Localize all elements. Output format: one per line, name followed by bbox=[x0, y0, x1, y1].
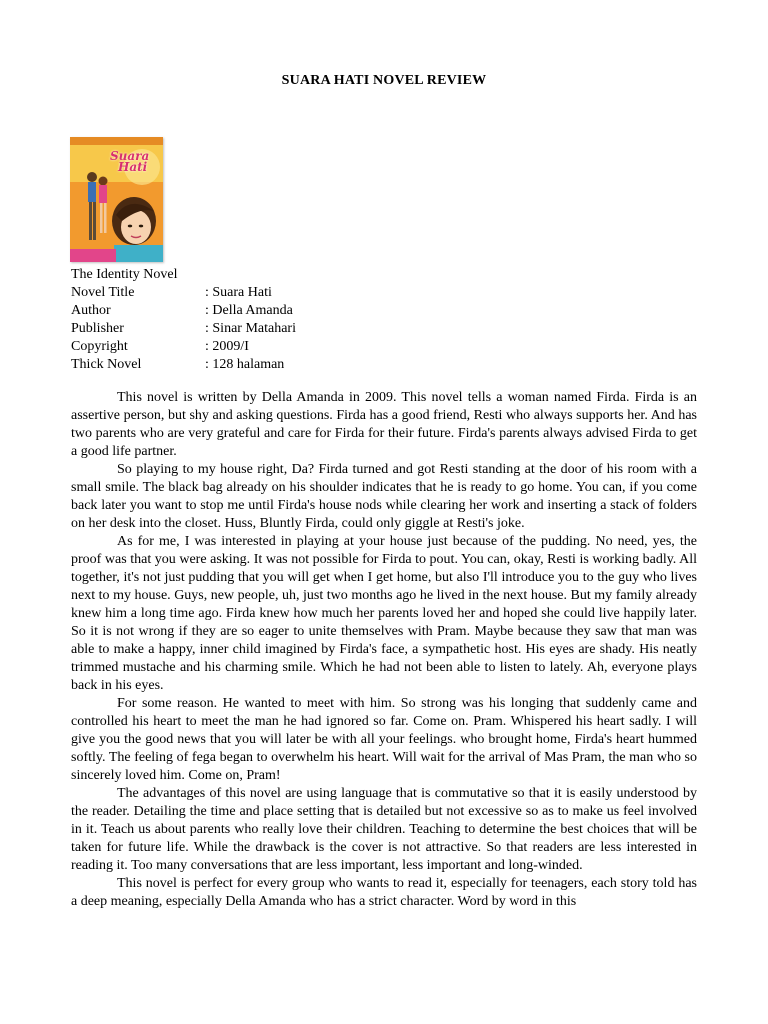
book-cover-image bbox=[70, 137, 163, 262]
identity-value: : Suara Hati bbox=[205, 285, 272, 300]
cover-title-line1: Suara bbox=[110, 149, 150, 163]
identity-label: Novel Title bbox=[71, 285, 135, 300]
paragraph: For some reason. He wanted to meet with him. So strong was his longing that suddenly came and controlled his heart to meet the man he had ignored so far. Come on. Pram. Whispered his heart sadly. I will give you the good news that you will later be with all your feelings. who brought home, Firda's heart hummed softly. The feeling of fega began to overwhelm his heart. Will wait for the arrival of Mas Pram, the man who so sincerely loved him. Come on, Pram! bbox=[71, 696, 697, 783]
cover-title-line2: Hati bbox=[118, 160, 148, 174]
identity-row-thickness bbox=[71, 356, 711, 374]
identity-label: Thick Novel bbox=[71, 357, 142, 372]
paragraph: As for me, I was interested in playing at your house just because of the pudding. No need, yes, the proof was that you were asking. It was not possible for Firda to pout. You can, okay, Resti is working badly. All together, it's not just pudding that you will get when I get home, but also I'll introduce you to the guy who lives next to my house. Guys, new people, uh, just two months ago he lived in the next house. But my family already knew him a long time ago. Firda knew how much her parents loved her and hoped she could live happily later. So it is not wrong if they are so eager to unite themselves with Pram. Maybe because they saw that man was able to make a happy, inner child imagined by Firda's face, a sympathetic host. His eyes are shady. His neatly trimmed mustache and his charming smile. Which he had not been able to listen to lately. Ah, everyone plays back in his eyes. bbox=[71, 534, 697, 693]
identity-heading: The Identity Novel bbox=[71, 267, 178, 282]
paragraph: This novel is perfect for every group who wants to read it, especially for teenagers, each story told has a deep meaning, especially Della Amanda who has a strict character. Word by word in this bbox=[71, 876, 697, 909]
identity-label: Publisher bbox=[71, 321, 124, 336]
novel-identity bbox=[71, 266, 711, 374]
review-body bbox=[71, 389, 697, 911]
paragraph: So playing to my house right, Da? Firda turned and got Resti standing at the door of his room with a small smile. The black bag already on his shoulder indicates that he is ready to go home. You can, if you come back later you want to stop me until Firda's house nods while clearing her work and inserting a stack of folders on her desk into the closet. Huss, Bluntly Firda, could only giggle at Resti's joke. bbox=[71, 462, 697, 531]
identity-value: : 128 halaman bbox=[205, 357, 285, 372]
page-title: SUARA HATI NOVEL REVIEW bbox=[281, 73, 487, 88]
paragraph: The advantages of this novel are using language that is commutative so that it is easily understood by the reader. Detailing the time and place setting that is detailed but not excessive so as to make us feel involved in it. Teach us about parents who really love their children. Teaching to determine the best choices that will be taken for future life. While the drawback is the cover is not attractive. So that readers are less interested in reading it. Too many conversations that are less important, less important and long-winded. bbox=[71, 786, 697, 873]
identity-label: Copyright bbox=[71, 339, 128, 354]
identity-row-publisher bbox=[71, 320, 711, 338]
identity-label: Author bbox=[71, 303, 111, 318]
cover-title bbox=[110, 151, 149, 173]
identity-value: : 2009/I bbox=[205, 339, 249, 354]
identity-value: : Della Amanda bbox=[205, 303, 293, 318]
identity-row-copyright bbox=[71, 338, 711, 356]
paragraph: This novel is written by Della Amanda in 2009. This novel tells a woman named Firda. Firda is an assertive person, but shy and asking questions. Firda has a good friend, Resti who always supports her. And has two parents who are very grateful and care for Firda for their future. Firda's parents always advised Firda to get a good life partner. bbox=[71, 390, 697, 459]
identity-value: : Sinar Matahari bbox=[205, 321, 296, 336]
identity-row-title bbox=[71, 284, 711, 302]
identity-row-author bbox=[71, 302, 711, 320]
